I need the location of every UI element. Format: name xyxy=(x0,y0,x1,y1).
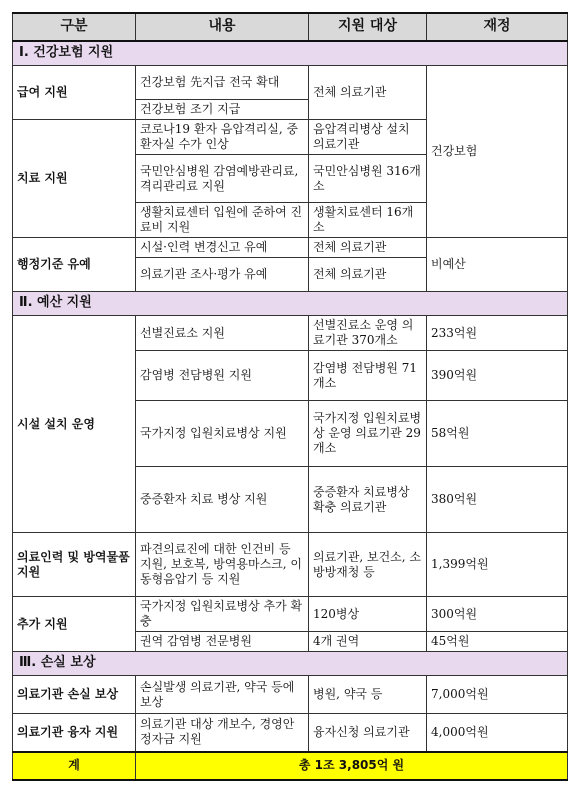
content-cell: 국가지정 입원치료병상 추가 확충 xyxy=(136,597,309,632)
finance-cell: 390억원 xyxy=(427,351,568,401)
content-cell: 감염병 전담병원 지원 xyxy=(136,351,309,401)
target-cell: 융자신청 의료기관 xyxy=(309,714,427,752)
table-row xyxy=(13,66,568,100)
section-title: Ⅱ. 예산 지원 xyxy=(13,292,568,316)
content-cell: 중증환자 치료 병상 지원 xyxy=(136,467,309,533)
finance-cell: 233억원 xyxy=(427,316,568,351)
support-table xyxy=(12,12,568,781)
category-cell: 시설 설치 운영 xyxy=(13,316,136,533)
finance-cell: 비예산 xyxy=(427,238,568,292)
category-cell: 치료 지원 xyxy=(13,120,136,238)
target-cell: 선별진료소 운영 의료기관 370개소 xyxy=(309,316,427,351)
total-row xyxy=(13,752,568,780)
table-row xyxy=(13,238,568,258)
section-header xyxy=(13,292,568,316)
finance-cell: 380억원 xyxy=(427,467,568,533)
section-header xyxy=(13,41,568,66)
finance-cell: 300억원 xyxy=(427,597,568,632)
category-cell: 의료인력 및 방역물품 지원 xyxy=(13,533,136,597)
section-header xyxy=(13,652,568,676)
content-cell: 의료기관 조사·평가 유예 xyxy=(136,258,309,292)
category-cell: 의료기관 손실 보상 xyxy=(13,676,136,714)
total-value: 총 1조 3,805억 원 xyxy=(136,752,568,780)
content-cell: 국가지정 입원치료병상 지원 xyxy=(136,401,309,467)
total-label: 계 xyxy=(13,752,136,780)
category-cell: 의료기관 융자 지원 xyxy=(13,714,136,752)
section-title: Ⅰ. 건강보험 지원 xyxy=(13,41,568,66)
header-row xyxy=(13,13,568,41)
target-cell: 생활치료센터 16개소 xyxy=(309,203,427,238)
target-cell: 음압격리병상 설치 의료기관 xyxy=(309,120,427,155)
finance-cell: 건강보험 xyxy=(427,66,568,238)
target-cell: 120병상 xyxy=(309,597,427,632)
target-cell: 병원, 약국 등 xyxy=(309,676,427,714)
content-cell: 생활치료센터 입원에 준하여 진료비 지원 xyxy=(136,203,309,238)
finance-cell: 1,399억원 xyxy=(427,533,568,597)
content-cell: 선별진료소 지원 xyxy=(136,316,309,351)
content-cell: 파견의료진에 대한 인건비 등 지원, 보호복, 방역용마스크, 이동형음압기 등 지원 xyxy=(136,533,309,597)
category-cell: 행정기준 유예 xyxy=(13,238,136,292)
target-cell: 감염병 전담병원 71개소 xyxy=(309,351,427,401)
header-finance: 재정 xyxy=(427,13,568,41)
target-cell: 의료기관, 보건소, 소방방재청 등 xyxy=(309,533,427,597)
content-cell: 코로나19 환자 음압격리실, 중환자실 수가 인상 xyxy=(136,120,309,155)
content-cell: 건강보험 先지급 전국 확대 xyxy=(136,66,309,100)
header-category: 구분 xyxy=(13,13,136,41)
target-cell: 전체 의료기관 xyxy=(309,238,427,258)
content-cell: 손실발생 의료기관, 약국 등에 보상 xyxy=(136,676,309,714)
finance-cell: 7,000억원 xyxy=(427,676,568,714)
content-cell: 권역 감염병 전문병원 xyxy=(136,632,309,652)
section-title: Ⅲ. 손실 보상 xyxy=(13,652,568,676)
target-cell: 국가지정 입원치료병상 운영 의료기관 29개소 xyxy=(309,401,427,467)
target-cell: 4개 권역 xyxy=(309,632,427,652)
content-cell: 시설·인력 변경신고 유예 xyxy=(136,238,309,258)
finance-cell: 45억원 xyxy=(427,632,568,652)
content-cell: 건강보험 조기 지급 xyxy=(136,100,309,120)
content-cell: 의료기관 대상 개보수, 경영안정자금 지원 xyxy=(136,714,309,752)
finance-cell: 4,000억원 xyxy=(427,714,568,752)
header-content: 내용 xyxy=(136,13,309,41)
category-cell: 급여 지원 xyxy=(13,66,136,120)
header-target: 지원 대상 xyxy=(309,13,427,41)
target-cell: 국민안심병원 316개소 xyxy=(309,155,427,203)
finance-cell: 58억원 xyxy=(427,401,568,467)
table-row xyxy=(13,714,568,752)
table-row xyxy=(13,676,568,714)
target-cell: 전체 의료기관 xyxy=(309,66,427,120)
target-cell: 전체 의료기관 xyxy=(309,258,427,292)
table-row xyxy=(13,597,568,632)
target-cell: 중증환자 치료병상 확충 의료기관 xyxy=(309,467,427,533)
content-cell: 국민안심병원 감염예방관리료, 격리관리료 지원 xyxy=(136,155,309,203)
table-row xyxy=(13,533,568,597)
category-cell: 추가 지원 xyxy=(13,597,136,652)
table-row xyxy=(13,316,568,351)
